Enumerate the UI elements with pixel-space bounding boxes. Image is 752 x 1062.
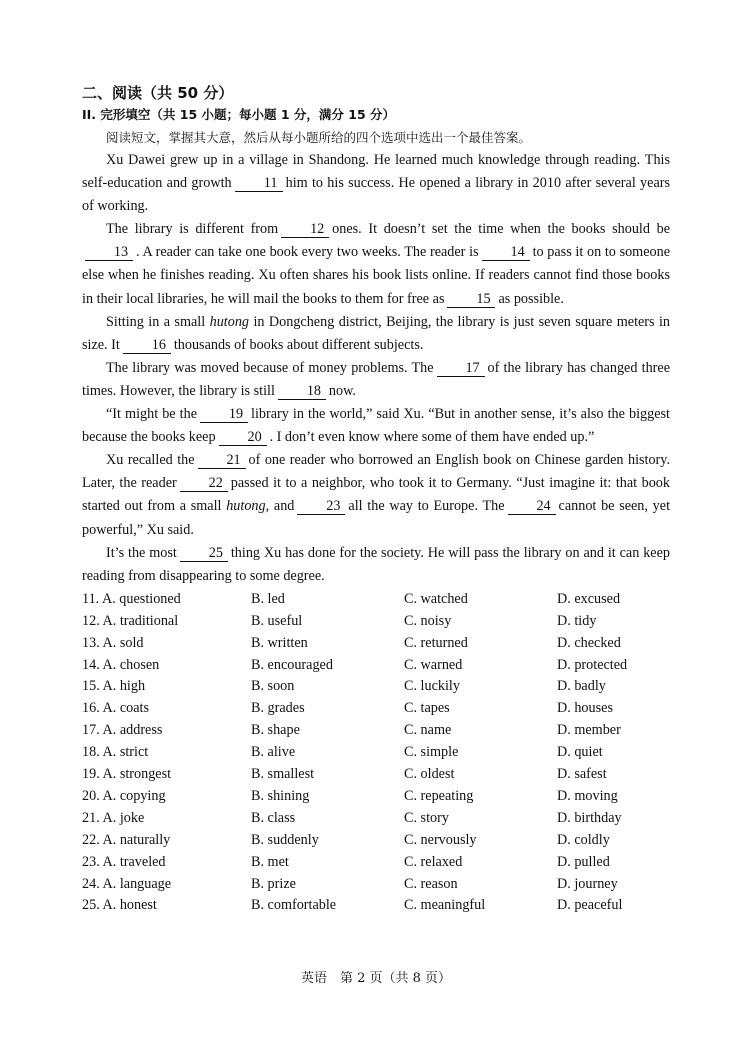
option-b: B. written: [251, 634, 308, 651]
option-a: 25. A. honest: [82, 897, 157, 914]
option-c: C. reason: [404, 875, 458, 892]
passage-paragraph-4: [82, 357, 670, 403]
option-d: D. moving: [557, 787, 618, 804]
option-b: B. encouraged: [251, 656, 333, 673]
blank-16: 16: [123, 338, 171, 354]
option-a: 12. A. traditional: [82, 612, 179, 629]
blank-17: 17: [437, 361, 485, 377]
blank-25: 25: [180, 546, 228, 562]
passage-italic-word: hutong: [209, 313, 250, 330]
option-d: D. pulled: [557, 853, 610, 870]
option-b: B. alive: [251, 744, 296, 761]
passage-text: It’s the most: [106, 544, 177, 561]
passage-text: ones. It doesn’t set the time when the books should be: [332, 221, 670, 238]
passage-paragraph-5: [82, 403, 670, 449]
option-a: 21. A. joke: [82, 809, 145, 826]
passage-text: Xu Dawei grew up in a village in Shandong. He learned much knowledge through reading. This self-education and growth: [82, 152, 670, 192]
option-c: C. luckily: [404, 678, 460, 695]
blank-19: 19: [200, 407, 248, 423]
option-a: 16. A. coats: [82, 700, 149, 717]
option-row: [82, 808, 670, 830]
option-row: [82, 611, 670, 633]
blank-18: 18: [278, 384, 326, 400]
passage-text: library in the world,” said Xu. “But in another sense, it’s also the biggest because the books keep: [82, 406, 670, 446]
option-c: C. relaxed: [404, 853, 463, 870]
option-b: B. suddenly: [251, 831, 319, 848]
instruction: 阅读短文，掌握其大意，然后从每小题所给的四个选项中选出一个最佳答案。: [106, 130, 532, 145]
option-b: B. led: [251, 590, 285, 607]
option-d: D. houses: [557, 700, 613, 717]
blank-13: 13: [85, 245, 133, 261]
option-row: [82, 655, 670, 677]
part-title: II. 完形填空（共 15 小题；每小题 1 分，满分 15 分）: [82, 107, 396, 122]
passage-text: in Dongcheng district, Beijing, the library is just seven square meters in size. It: [82, 313, 671, 353]
blank-22: 22: [180, 476, 228, 492]
passage-text: of one reader who borrowed an English book on Chinese garden history. Later, the reader: [82, 452, 671, 492]
blank-12: 12: [281, 222, 329, 238]
passage-paragraph-7: [82, 542, 670, 588]
option-c: C. returned: [404, 634, 468, 651]
passage-text: . I don’t even know where some of them have ended up.”: [269, 429, 595, 446]
option-d: D. coldly: [557, 831, 610, 848]
option-b: B. prize: [251, 875, 296, 892]
passage-text: him to his success. He opened a library in 2010 after several years of working.: [82, 175, 670, 215]
passage-text: “It might be the: [106, 406, 198, 423]
option-a: 11. A. questioned: [82, 590, 181, 607]
option-b: B. met: [251, 853, 289, 870]
passage-text: . A reader can take one book every two weeks. The reader is: [136, 244, 479, 261]
option-row: [82, 720, 670, 742]
option-row: [82, 742, 670, 764]
option-c: C. warned: [404, 656, 463, 673]
passage-text: cannot be seen, yet powerful,” Xu said.: [82, 498, 671, 538]
option-a: 17. A. address: [82, 722, 163, 739]
option-a: 18. A. strict: [82, 744, 149, 761]
page-footer: 英语 第 2 页（共 8 页）: [300, 971, 452, 986]
option-b: B. comfortable: [251, 897, 337, 914]
option-a: 24. A. language: [82, 875, 172, 892]
passage-text: thing Xu has done for the society. He will pass the library on and it can keep reading from disappearing to some degree.: [82, 544, 670, 584]
option-row: [82, 786, 670, 808]
option-d: D. member: [557, 722, 621, 739]
option-c: C. noisy: [404, 612, 452, 629]
option-a: 22. A. naturally: [82, 831, 171, 848]
option-d: D. quiet: [557, 744, 603, 761]
section-title: 二、阅读（共 50 分）: [82, 84, 234, 102]
option-a: 13. A. sold: [82, 634, 144, 651]
option-d: D. checked: [557, 634, 621, 651]
option-d: D. badly: [557, 678, 606, 695]
option-d: D. peaceful: [557, 897, 623, 914]
passage-text: to pass it on to someone else when he finishes reading. Xu often shares his book lists online. If readers cannot find those books in their local libraries, he will mail the books to them for free as: [82, 244, 670, 307]
option-row: [82, 698, 670, 720]
option-row: [82, 589, 670, 611]
option-c: C. simple: [404, 744, 459, 761]
option-d: D. excused: [557, 590, 621, 607]
option-row: [82, 633, 670, 655]
option-c: C. meaningful: [404, 897, 486, 914]
passage-text: now.: [328, 382, 356, 399]
option-b: B. smallest: [251, 766, 315, 783]
option-row: [82, 764, 670, 786]
option-d: D. safest: [557, 766, 607, 783]
option-row: [82, 676, 670, 698]
option-d: D. tidy: [557, 612, 597, 629]
passage-text: Xu recalled the: [106, 452, 195, 469]
passage-paragraph-3: [82, 311, 670, 357]
option-b: B. useful: [251, 612, 303, 629]
passage-paragraph-6: [82, 449, 670, 541]
passage-text: , and: [265, 498, 295, 515]
option-b: B. shining: [251, 787, 310, 804]
option-c: C. repeating: [404, 787, 474, 804]
option-row: [82, 874, 670, 896]
option-c: C. nervously: [404, 831, 477, 848]
option-c: C. name: [404, 722, 452, 739]
passage-text: all the way to Europe. The: [348, 498, 505, 515]
option-b: B. shape: [251, 722, 300, 739]
option-row: [82, 830, 670, 852]
option-c: C. story: [404, 809, 449, 826]
blank-24: 24: [508, 499, 556, 515]
passage-text: The library was moved because of money problems. The: [106, 359, 434, 376]
option-d: D. birthday: [557, 809, 622, 826]
option-c: C. oldest: [404, 766, 455, 783]
passage-text: of the library has changed three times. However, the library is still: [82, 359, 670, 399]
option-b: B. soon: [251, 678, 295, 695]
option-a: 19. A. strongest: [82, 766, 172, 783]
blank-21: 21: [198, 453, 246, 469]
passage-text: The library is different from: [106, 221, 279, 238]
blank-15: 15: [447, 292, 495, 308]
option-a: 23. A. traveled: [82, 853, 166, 870]
option-c: C. tapes: [404, 700, 450, 717]
passage-italic-word: hutong: [226, 498, 266, 515]
option-b: B. grades: [251, 700, 305, 717]
passage-text: passed it to a neighbor, who took it to Germany. “Just imagine it: that book started out from a small: [82, 475, 670, 515]
blank-23: 23: [297, 499, 345, 515]
passage-text: as possible.: [498, 290, 564, 307]
option-d: D. protected: [557, 656, 628, 673]
blank-20: 20: [219, 430, 267, 446]
option-a: 15. A. high: [82, 678, 146, 695]
passage-text: Sitting in a small: [106, 313, 206, 330]
blank-14: 14: [482, 245, 530, 261]
option-row: [82, 895, 670, 917]
passage-text: thousands of books about different subjects.: [173, 336, 424, 353]
option-d: D. journey: [557, 875, 618, 892]
exam-page: [82, 82, 670, 917]
option-row: [82, 852, 670, 874]
option-c: C. watched: [404, 590, 468, 607]
blank-11: 11: [235, 176, 283, 192]
options-list: [82, 589, 670, 918]
passage-paragraph-1: [82, 149, 670, 218]
option-a: 20. A. copying: [82, 787, 166, 804]
option-b: B. class: [251, 809, 296, 826]
option-a: 14. A. chosen: [82, 656, 160, 673]
passage-paragraph-2: [82, 218, 670, 310]
